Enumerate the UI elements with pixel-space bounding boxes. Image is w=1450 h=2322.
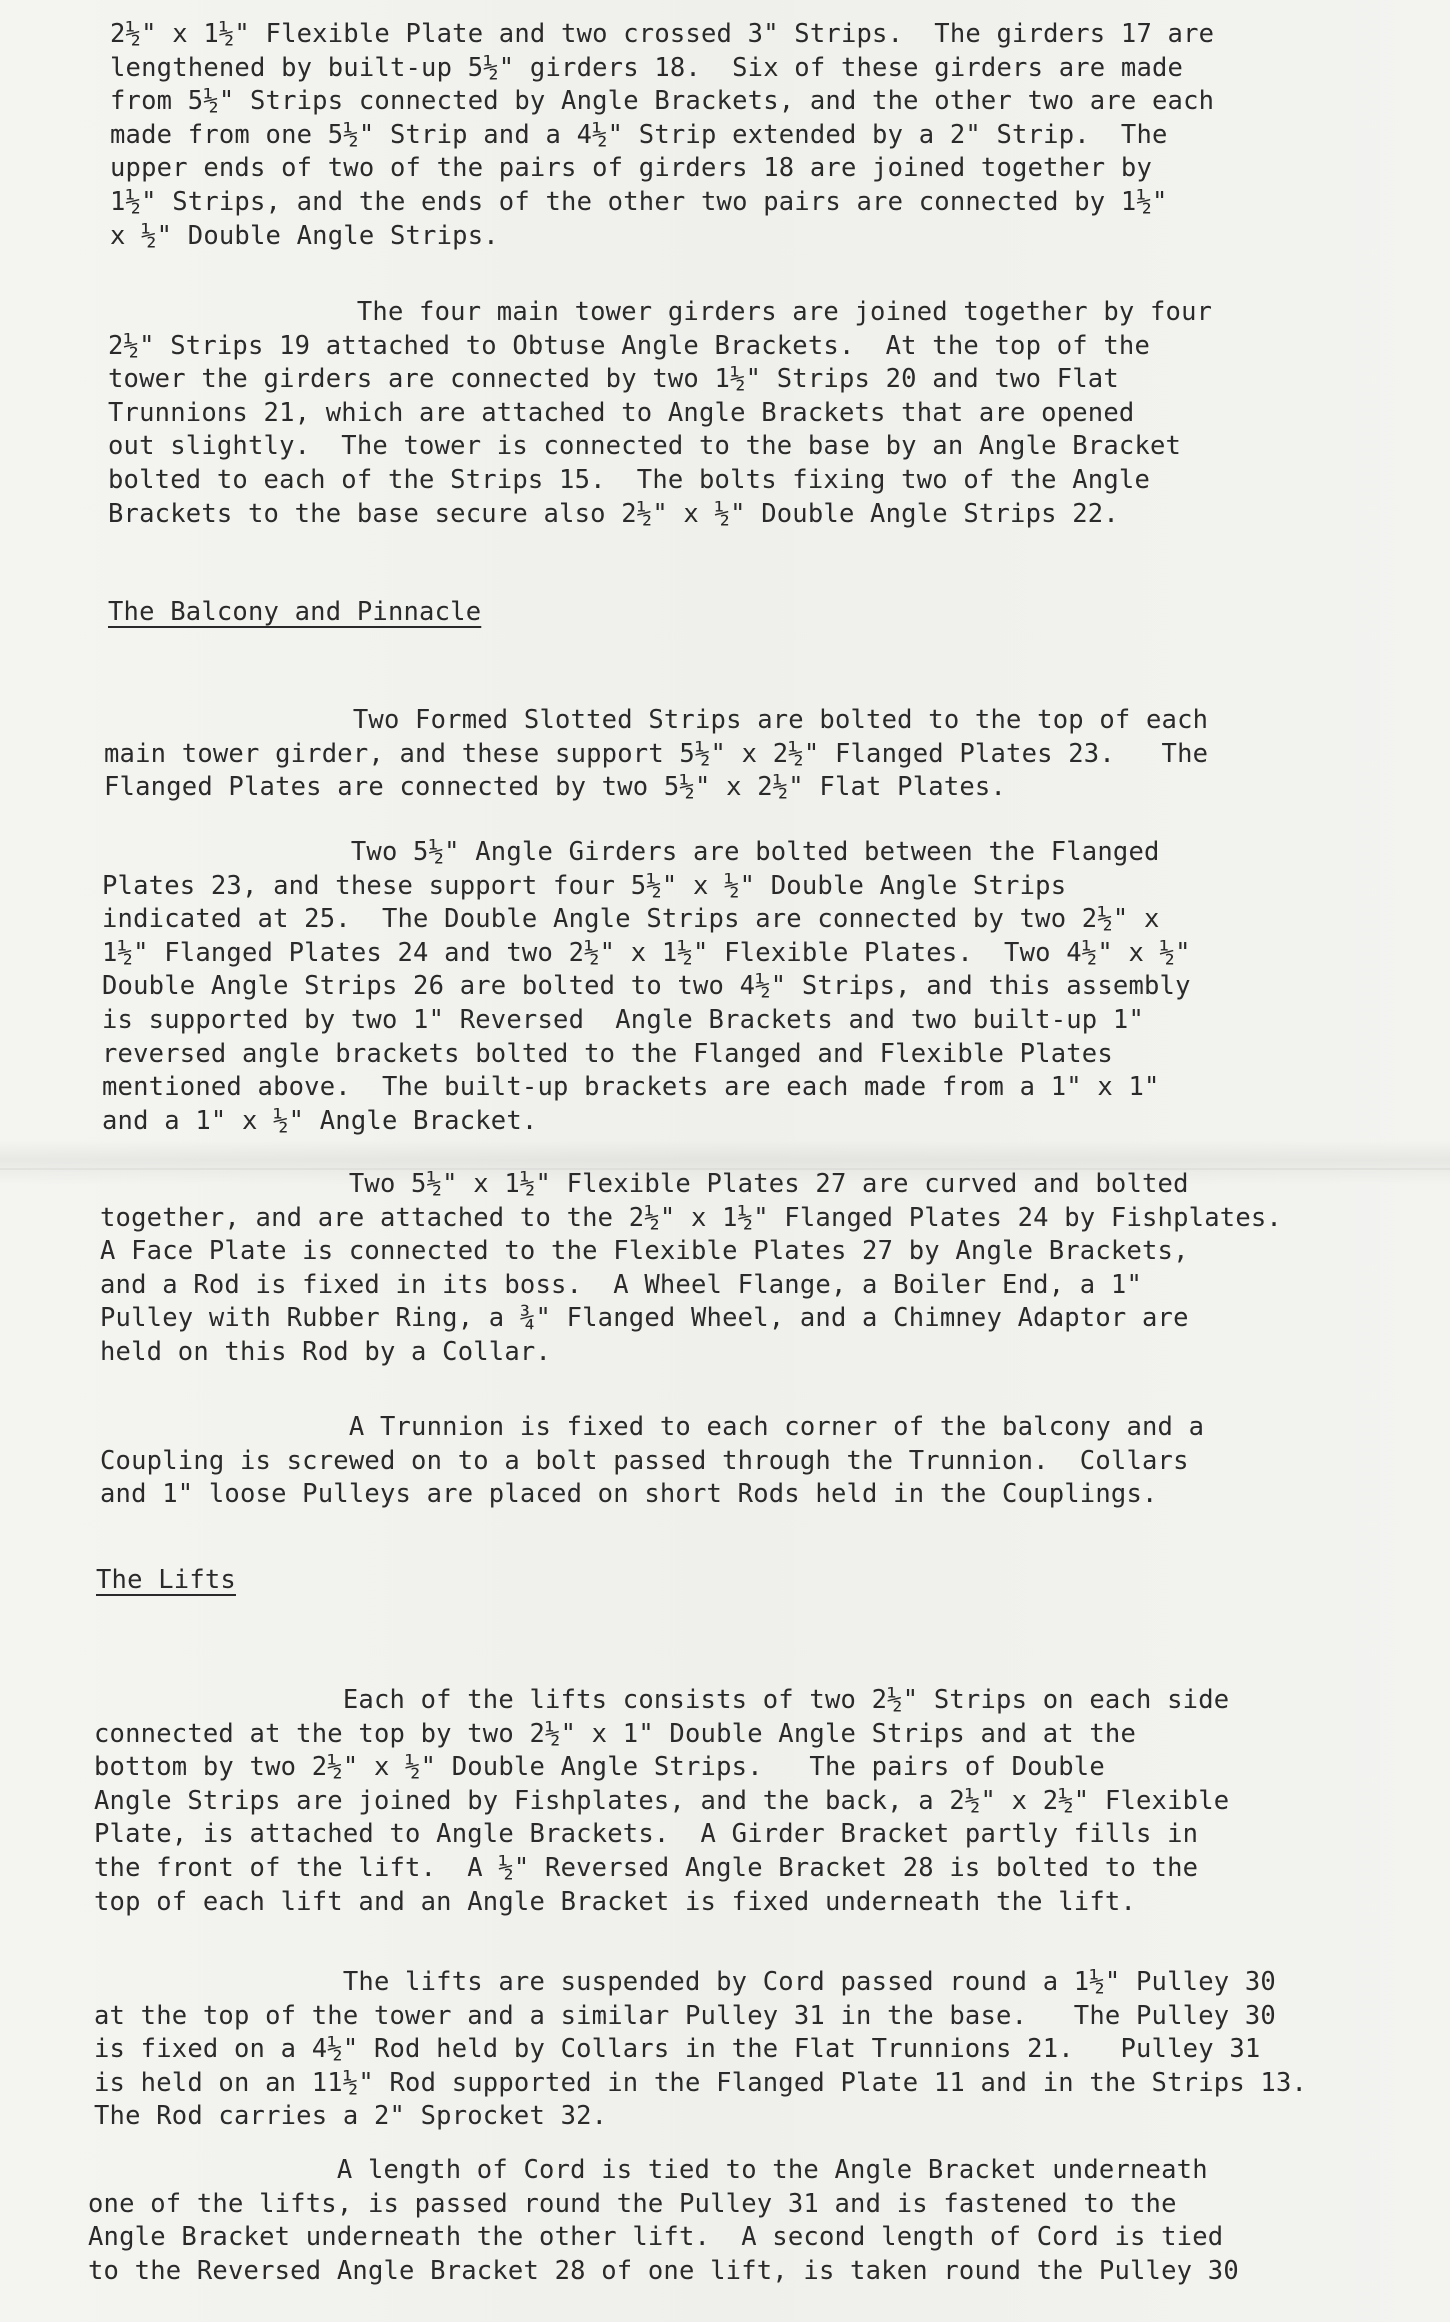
paragraph-flexible-plates: Two 5½" x 1½" Flexible Plates 27 are curved and bolted together, and are attached to the 2½" x 1½" Flanged Plates 24 by Fishplates. A Face Plate is connected to the Flexible Plates 27 by Angle Brackets, and a Rod is fixed in its boss. A Wheel Flange, a Boiler End, a 1" Pulley with Rubber Ring, a ¾" Flanged Wheel, and a Chimney Adaptor are held on this Rod by a Collar. bbox=[100, 1169, 1282, 1367]
paragraph-formed-slotted-strips: Two Formed Slotted Strips are bolted to the top of each main tower girder, and these support 5½" x 2½" Flanged Plates 23. The Flanged Plates are connected by two 5½" x 2½" Flat Plates. bbox=[104, 705, 1209, 803]
paragraph-trunnion: A Trunnion is fixed to each corner of the balcony and a Coupling is screwed on to a bolt passed through the Trunnion. Collars and 1" loose Pulleys are placed on short Rods held in the Couplings. bbox=[100, 1412, 1205, 1510]
paragraph-lift-construction: Each of the lifts consists of two 2½" Strips on each side connected at the top by two 2½" x 1" Double Angle Strips and at the bottom by two 2½" x ½" Double Angle Strips. The pairs of Double Angle Strips are joined by Fishplates, and the back, a 2½" x 2½" Flexible Plate, is attached to Angle Brackets. A Girder Bracket partly fills in the front of the lift. A ½" Reversed Angle Bracket 28 is bolted to the top of each lift and an Angle Bracket is fixed underneath the lift. bbox=[94, 1685, 1230, 1917]
paragraph-angle-girders: Two 5½" Angle Girders are bolted between the Flanged Plates 23, and these support four 5½" x ½" Double Angle Strips indicated at 25. The Double Angle Strips are connected by two 2½" x 1½" Flanged Plates 24 and two 2½" x 1½" Flexible Plates. Two 4½" x ½" Double Angle Strips 26 are bolted to two 4½" Strips, and this assembly is supported by two 1" Reversed Angle Brackets and two built-up 1" reversed angle brackets bolted to the Flanged and Flexible Plates mentioned above. The built-up brackets are each made from a 1" x 1" and a 1" x ½" Angle Bracket. bbox=[102, 837, 1191, 1136]
paragraph-tower-girders: The four main tower girders are joined together by four 2½" Strips 19 attached to Obtuse Angle Brackets. At the top of the tower the girders are connected by two 1½" Strips 20 and two Flat Trunnions 21, which are attached to Angle Brackets that are opened out slightly. The tower is connected to the base by an Angle Bracket bolted to each of the Strips 15. The bolts fixing two of the Angle Brackets to the base secure also 2½" x ½" Double Angle Strips 22. bbox=[108, 297, 1213, 529]
paragraph-girders: 2½" x 1½" Flexible Plate and two crossed 3" Strips. The girders 17 are lengthened by built-up 5½" girders 18. Six of these girders are made from 5½" Strips connected by Angle Brackets, and the other two are each made from one 5½" Strip and a 4½" Strip extended by a 2" Strip. The upper ends of two of the pairs of girders 18 are joined together by 1½" Strips, and the ends of the other two pairs are connected by 1½" x ½" Double Angle Strips. bbox=[110, 19, 1215, 251]
heading-lifts: The Lifts bbox=[96, 1565, 236, 1595]
paragraph-cord: A length of Cord is tied to the Angle Bracket underneath one of the lifts, is passed round the Pulley 31 and is fastened to the Angle Bracket underneath the other lift. A second length of Cord is tied to the Reversed Angle Bracket 28 of one lift, is taken round the Pulley 30 bbox=[88, 2155, 1239, 2286]
heading-balcony-pinnacle: The Balcony and Pinnacle bbox=[108, 597, 482, 627]
paragraph-lift-suspension: The lifts are suspended by Cord passed round a 1½" Pulley 30 at the top of the tower and a similar Pulley 31 in the base. The Pulley 30 is fixed on a 4½" Rod held by Collars in the Flat Trunnions 21. Pulley 31 is held on an 11½" Rod supported in the Flanged Plate 11 and in the Strips 13. The Rod carries a 2" Sprocket 32. bbox=[94, 1967, 1308, 2132]
